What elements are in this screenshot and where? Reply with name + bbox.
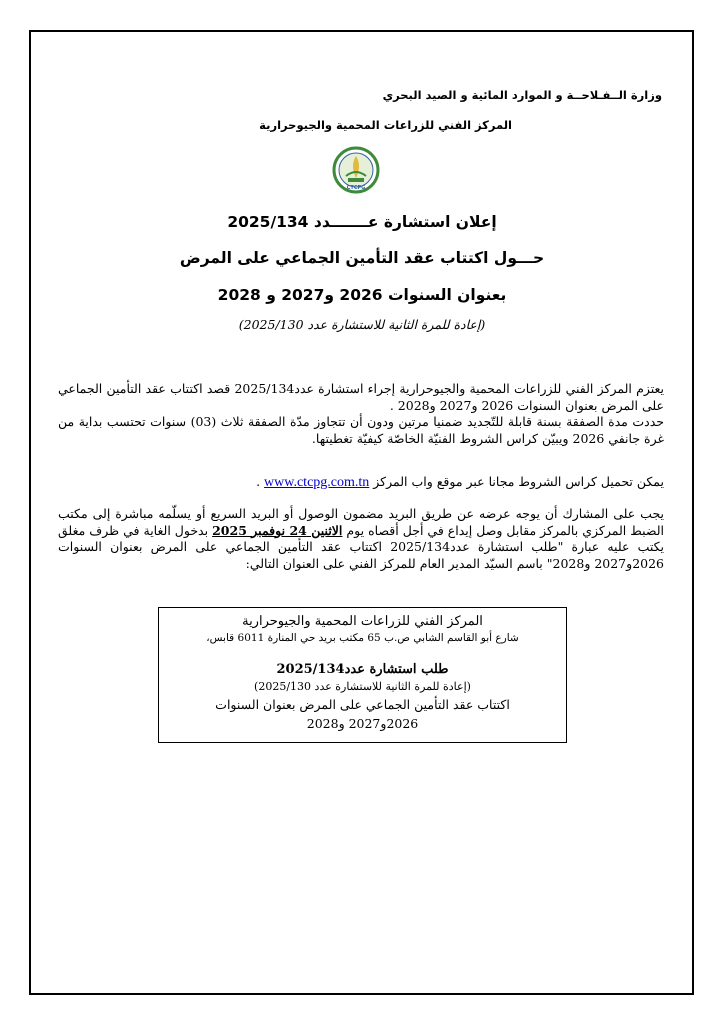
submission-text-a: يجب على المشارك أن يوجه عرضه عن طريق البريد مضمون الوصول أو البريد السريع أو يسلّمه مباشرة إلى مكتب الضبط المركزي بالمركز مقابل وصل إيداع في أجل أقصاه يوم xyxy=(58,506,665,538)
announcement-subject: حـــول اكتتاب عقد التأمين الجماعي على المرض xyxy=(179,249,545,267)
paragraph-intent: يعتزم المركز الفني للزراعات المحمية والجيوحرارية إجراء استشارة عدد2025/134 قصد اكتتاب عقد التأمين الجماعي على المرض بعنوان السنوات 2026 و2027 و2028 . xyxy=(58,381,664,413)
logo-text: CTCPG xyxy=(346,185,366,191)
address-years: 2026و2027 و2028 xyxy=(306,716,419,731)
announcement-title: إعلان استشارة عـــــــدد 2025/134 xyxy=(227,213,497,231)
paragraph-duration: حددت مدة الصفقة بسنة قابلة للتّجديد ضمنيا مرتين ودون أن تتجاوز مدّة الصفقة ثلاث (03) سنوات تحتسب بداية من غرة جانفي 2026 ويبيّن كراس الشروط الفنيّة الخاصّة كيفيّة تغطيتها. xyxy=(58,414,664,446)
address-request-title: طلب استشارة عدد2025/134 xyxy=(276,662,449,677)
website-link[interactable]: www.ctcpg.com.tn xyxy=(264,475,370,490)
address-street: شارع أبو القاسم الشابي ص.ب 65 مكتب بريد حي المنارة 6011 قابس، xyxy=(206,632,519,644)
ministry-name: وزارة الــفـلاحــة و الموارد المائية و الصيد البحري xyxy=(382,88,662,102)
center-name: المركز الفني للزراعات المحمية والجيوحرارية xyxy=(259,118,512,132)
submission-text-b: بدخول الغاية في ظرف مغلق يكتب عليه عبارة "طلب استشارة عدد2025/134 اكتتاب عقد التأمين الجماعي على المرض بعنوان السنوات 2026و2027 و2028" باسم السيّد المدير العام للمركز الفني على العنوان التالي: xyxy=(58,522,665,571)
announcement-repeat-note: (إعادة للمرة الثانية للاستشارة عدد 2025/130) xyxy=(238,317,486,332)
download-end: . xyxy=(256,474,261,489)
download-text: يمكن تحميل كراس الشروط مجانا عبر موقع واب المركز xyxy=(373,474,664,489)
address-subject: اكتتاب عقد التأمين الجماعي على المرض بعنوان السنوات xyxy=(215,697,510,712)
address-center-name: المركز الفني للزراعات المحمية والجيوحرارية xyxy=(242,614,483,629)
paragraph-submission xyxy=(58,506,664,572)
submission-deadline: الاثنين 24 نوفمبر 2025 xyxy=(212,522,343,538)
address-repeat-note: (إعادة للمرة الثانية للاستشارة عدد 2025/130) xyxy=(254,680,471,693)
announcement-years: بعنوان السنوات 2026 و2027 و 2028 xyxy=(217,286,507,304)
ctcpg-logo xyxy=(332,146,380,194)
address-box xyxy=(158,607,567,743)
logo-emblem-icon xyxy=(332,146,380,194)
paragraph-download xyxy=(58,474,664,492)
